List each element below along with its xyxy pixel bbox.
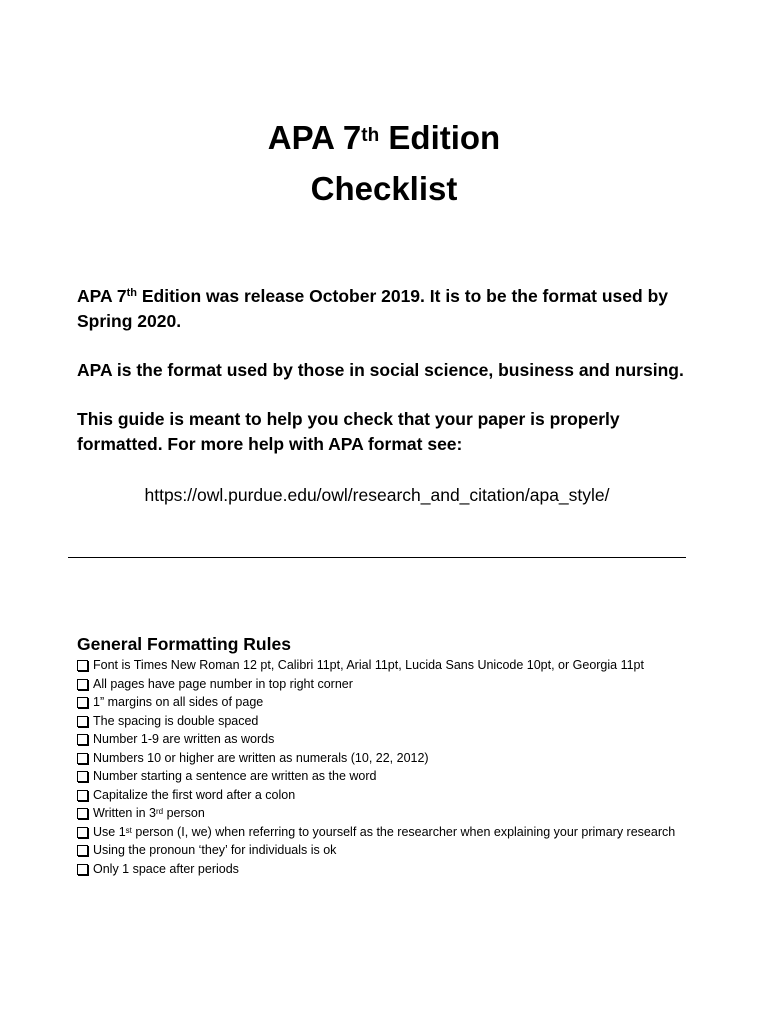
document-title xyxy=(0,112,768,214)
checklist-item: 1” margins on all sides of page xyxy=(77,693,677,712)
title-line-1: APA 7th Edition xyxy=(267,119,501,156)
checklist-item: Number 1-9 are written as words xyxy=(77,730,677,749)
checkbox-icon[interactable] xyxy=(77,827,88,838)
checkbox-icon[interactable] xyxy=(77,845,88,856)
intro-paragraph-audience: APA is the format used by those in social science, business and nursing. xyxy=(77,360,684,380)
title-line-2: Checklist xyxy=(310,170,458,207)
checklist-item: Using the pronoun ‘they’ for individuals is ok xyxy=(77,841,677,860)
checklist-item: All pages have page number in top right corner xyxy=(77,675,677,694)
purdue-owl-link[interactable]: https://owl.purdue.edu/owl/research_and_citation/apa_style/ xyxy=(144,485,610,505)
checkbox-icon[interactable] xyxy=(77,734,88,745)
checkbox-icon[interactable] xyxy=(77,790,88,801)
checkbox-icon[interactable] xyxy=(77,679,88,690)
checkbox-icon[interactable] xyxy=(77,697,88,708)
intro-section xyxy=(77,284,687,481)
checklist-item: Font is Times New Roman 12 pt, Calibri 11pt, Arial 11pt, Lucida Sans Unicode 10pt, or Georgia 11pt xyxy=(77,656,677,675)
formatting-checklist xyxy=(77,656,677,878)
checkbox-icon[interactable] xyxy=(77,864,88,875)
intro-paragraph-release: APA 7th Edition was release October 2019. It is to be the format used by Spring 2020. xyxy=(77,286,668,331)
checkbox-icon[interactable] xyxy=(77,716,88,727)
checkbox-icon[interactable] xyxy=(77,808,88,819)
checklist-item: Written in 3rd person xyxy=(77,804,677,823)
checklist-item: Only 1 space after periods xyxy=(77,860,677,879)
checklist-item: Numbers 10 or higher are written as numerals (10, 22, 2012) xyxy=(77,749,677,768)
horizontal-divider xyxy=(68,557,686,558)
section-title: General Formatting Rules xyxy=(77,634,291,654)
title-superscript: th xyxy=(361,125,380,146)
checkbox-icon[interactable] xyxy=(77,771,88,782)
checkbox-icon[interactable] xyxy=(77,753,88,764)
checkbox-icon[interactable] xyxy=(77,660,88,671)
checklist-item: Use 1st person (I, we) when referring to yourself as the researcher when explaining your primary research xyxy=(77,823,677,842)
checklist-item: The spacing is double spaced xyxy=(77,712,677,731)
intro-paragraph-guide: This guide is meant to help you check that your paper is properly formatted. For more help with APA format see: xyxy=(77,409,620,454)
checklist-item: Number starting a sentence are written as the word xyxy=(77,767,677,786)
checklist-item: Capitalize the first word after a colon xyxy=(77,786,677,805)
